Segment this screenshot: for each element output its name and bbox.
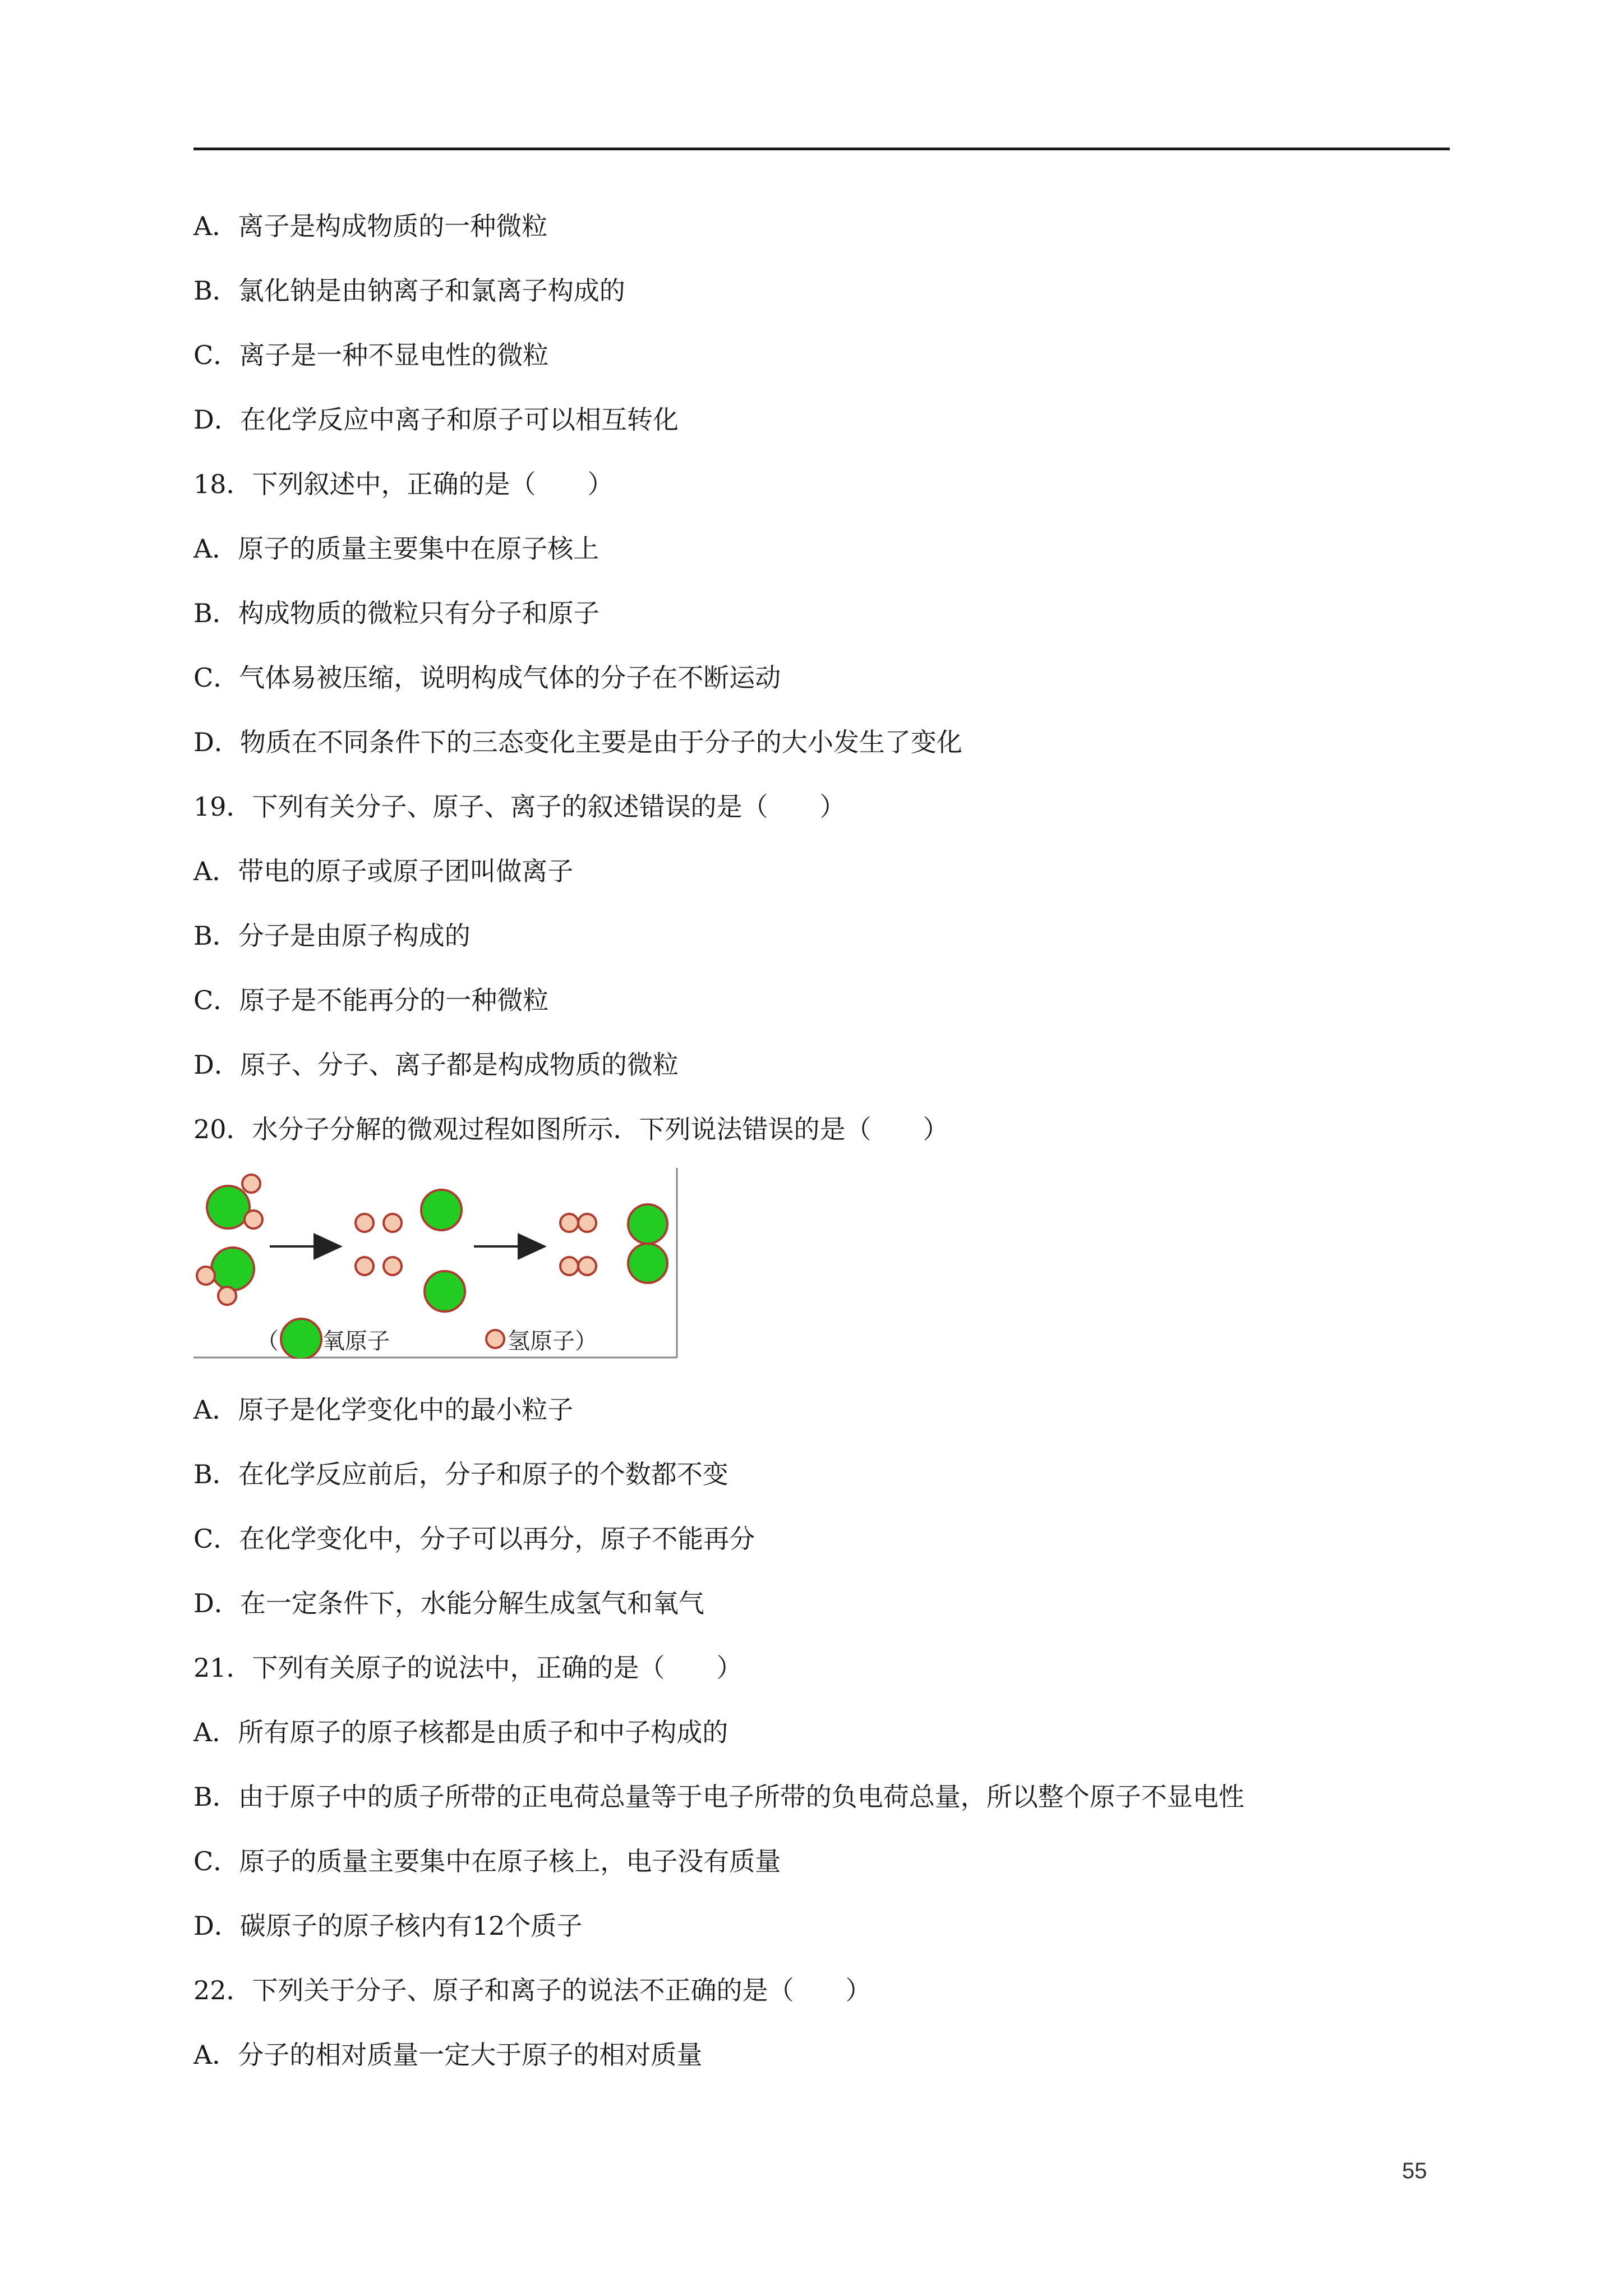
oxygen-atom: [425, 1271, 465, 1312]
legend-open-paren: （: [256, 1329, 279, 1354]
legend-hydrogen-label: 氢原子）: [508, 1329, 597, 1354]
q19-option-b: B．分子是由原子构成的: [193, 921, 471, 951]
q17-option-a: A．离子是构成物质的一种微粒: [193, 211, 548, 241]
hydrogen-atom: [578, 1214, 596, 1232]
legend-oxygen-label: 氧原子: [322, 1329, 390, 1354]
q20-option-a: A．原子是化学变化中的最小粒子: [193, 1395, 574, 1425]
q21-option-a: A．所有原子的原子核都是由质子和中子构成的: [193, 1717, 728, 1747]
q18-option-d: D．物质在不同条件下的三态变化主要是由于分子的大小发生了变化: [193, 727, 962, 757]
q19-option-d: D．原子、分子、离子都是构成物质的微粒: [193, 1050, 679, 1080]
q20-option-d: D．在一定条件下，水能分解生成氢气和氧气: [193, 1588, 704, 1618]
oxygen-atom: [628, 1204, 667, 1244]
q20-stem: 20．水分子分解的微观过程如图所示．下列说法错误的是（ ）: [193, 1114, 949, 1144]
oxygen-atom: [421, 1190, 462, 1230]
q17-option-d: D．在化学反应中离子和原子可以相互转化: [193, 404, 679, 435]
hydrogen-atom: [242, 1175, 260, 1193]
hydrogen-atom: [197, 1267, 215, 1285]
q21-option-c: C．原子的质量主要集中在原子核上，电子没有质量: [193, 1846, 781, 1876]
q19-stem: 19．下列有关分子、原子、离子的叙述错误的是（ ）: [193, 792, 846, 822]
q17-option-b: B．氯化钠是由钠离子和氯离子构成的: [193, 275, 625, 306]
hydrogen-atom: [578, 1257, 596, 1275]
q20-option-c: C．在化学变化中，分子可以再分，原子不能再分: [193, 1524, 755, 1554]
q19-option-c: C．原子是不能再分的一种微粒: [193, 985, 549, 1015]
q18-stem: 18．下列叙述中，正确的是（ ）: [193, 469, 614, 499]
water-molecule-1: [207, 1175, 262, 1228]
water-molecule-2: [197, 1248, 254, 1305]
header-rule: [193, 148, 1450, 150]
hydrogen-atom: [560, 1214, 578, 1232]
q20-option-b: B．在化学反应前后，分子和原子的个数都不变: [193, 1459, 728, 1489]
hydrogen-atom: [384, 1214, 402, 1232]
separated-atoms: [356, 1190, 465, 1312]
q18-option-c: C．气体易被压缩，说明构成气体的分子在不断运动: [193, 662, 781, 693]
hydrogen-atom: [356, 1257, 374, 1275]
product-molecules: [560, 1204, 667, 1283]
hydrogen-atom: [560, 1257, 578, 1275]
q21-option-b: B．由于原子中的质子所带的正电荷总量等于电子所带的负电荷总量，所以整个原子不显电性: [193, 1782, 1244, 1812]
legend-hydrogen-icon: [486, 1330, 504, 1348]
q18-option-b: B．构成物质的微粒只有分子和原子: [193, 598, 600, 628]
hydrogen-atom: [384, 1257, 402, 1275]
q19-option-a: A．带电的原子或原子团叫做离子: [193, 856, 574, 886]
oxygen-atom: [207, 1186, 250, 1228]
q22-stem: 22．下列关于分子、原子和离子的说法不正确的是（ ）: [193, 1975, 872, 2005]
hydrogen-atom: [218, 1287, 236, 1305]
hydrogen-atom: [245, 1211, 262, 1228]
q21-stem: 21．下列有关原子的说法中，正确的是（ ）: [193, 1653, 743, 1683]
q21-option-d: D．碳原子的原子核内有12个质子: [193, 1911, 583, 1941]
q17-option-c: C．离子是一种不显电性的微粒: [193, 340, 549, 370]
legend-oxygen-icon: [281, 1319, 321, 1359]
water-decomposition-figure: [193, 1168, 678, 1359]
oxygen-atom: [628, 1244, 667, 1283]
page-number: 55: [1402, 2159, 1427, 2183]
oxygen-atom: [211, 1248, 254, 1290]
hydrogen-atom: [356, 1214, 374, 1232]
figure-legend: [256, 1319, 597, 1359]
q22-option-a: A．分子的相对质量一定大于原子的相对质量: [193, 2040, 703, 2070]
q18-option-a: A．原子的质量主要集中在原子核上: [193, 533, 600, 564]
